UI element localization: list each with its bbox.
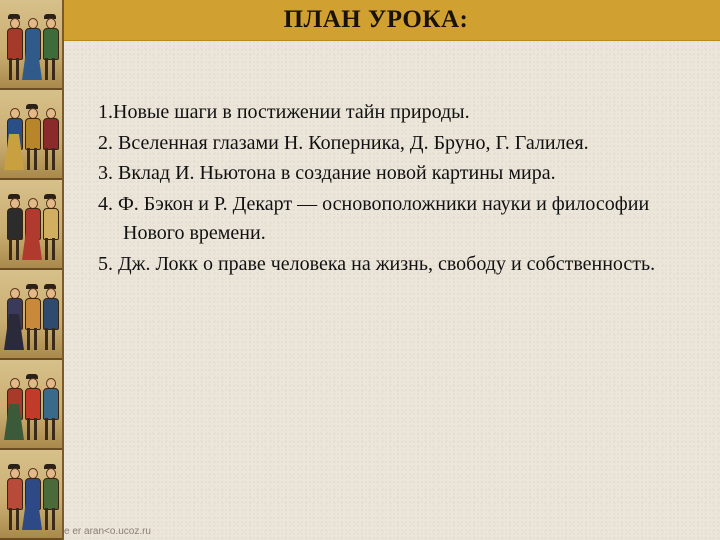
page-title: ПЛАН УРОКА: <box>283 6 469 33</box>
figure-band-4 <box>0 270 62 360</box>
source-watermark: e er aran<o.ucoz.ru <box>64 526 151 537</box>
figure-band-1 <box>0 0 62 90</box>
costume-figure-icon <box>24 18 40 82</box>
figure-band-2 <box>0 90 62 180</box>
costume-figure-icon <box>24 198 40 262</box>
costume-figure-icon <box>6 468 22 532</box>
costume-figure-icon <box>6 108 22 172</box>
costume-figure-icon <box>6 18 22 82</box>
costume-figure-icon <box>24 378 40 442</box>
figure-band-5 <box>0 360 62 450</box>
list-item: 1.Новые шаги в постижении тайн природы. <box>98 101 470 123</box>
costume-figure-icon <box>6 378 22 442</box>
costume-figures-decoration <box>0 0 64 540</box>
costume-figure-icon <box>24 288 40 352</box>
costume-figure-icon <box>42 468 58 532</box>
figure-band-3 <box>0 180 62 270</box>
list-item: 4. Ф. Бэкон и Р. Декарт — основоположники науки и философии Нового времени. <box>98 192 650 244</box>
lesson-plan-list <box>98 98 658 280</box>
figure-band-6 <box>0 450 62 540</box>
costume-figure-icon <box>42 18 58 82</box>
costume-figure-icon <box>42 288 58 352</box>
list-item: 3. Вклад И. Ньютона в создание новой картины мира. <box>98 162 556 184</box>
costume-figure-icon <box>24 108 40 172</box>
costume-figure-icon <box>24 468 40 532</box>
costume-figure-icon <box>42 378 58 442</box>
costume-figure-icon <box>42 108 58 172</box>
list-item: 2. Вселенная глазами Н. Коперника, Д. Бруно, Г. Галилея. <box>98 131 589 154</box>
list-item: 5. Дж. Локк о праве человека на жизнь, свободу и собственность. <box>98 252 656 275</box>
costume-figure-icon <box>6 198 22 262</box>
title-bar <box>64 0 720 41</box>
costume-figure-icon <box>42 198 58 262</box>
costume-figure-icon <box>6 288 22 352</box>
